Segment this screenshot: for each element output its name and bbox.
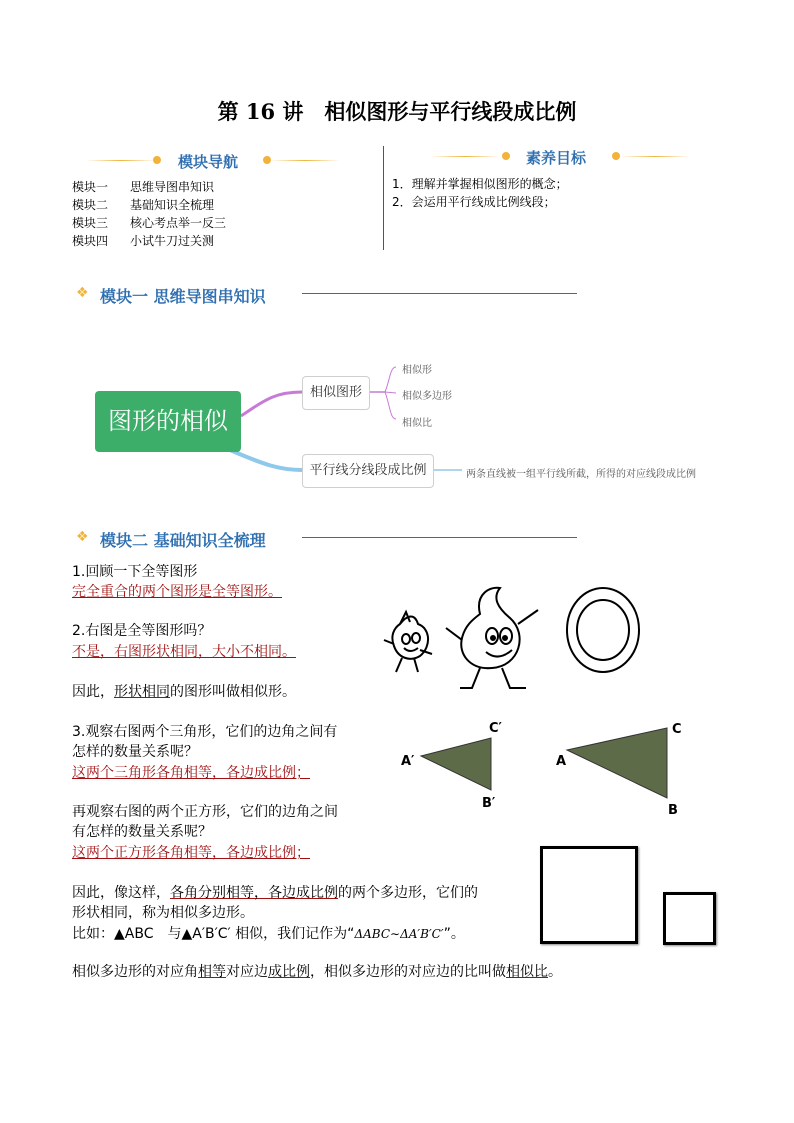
mindmap-branch: 相似图形 [302,376,370,410]
module-item: 模块二 基础知识全梳理 [72,198,215,212]
question-1: 1.回顾一下全等图形 [72,564,198,580]
diamond-icon: ❖ [76,285,89,301]
section2-rule [302,537,577,538]
module-item: 模块一 思维导图串知识 [72,180,215,194]
nav-divider [383,146,384,250]
mindmap-branch: 平行线分线段成比例 [302,454,434,488]
mindmap-root: 图形的相似 [95,391,241,452]
vertex-label: A [556,754,567,769]
vertex-label: C′ [489,721,502,736]
nav-right-line-b [620,156,690,157]
section2-heading: 模块二 基础知识全梳理 [100,531,266,550]
nav-dot-icon [153,156,161,164]
answer-2: 不是，右图形状相同，大小不相同。 [72,644,296,660]
vertex-label: A′ [401,754,415,769]
paragraph-7: 相似多边形的对应角相等对应边成比例，相似多边形的对应边的比叫做相似比。 [72,964,562,980]
diamond-icon: ❖ [76,529,89,545]
vertex-label: B [668,803,678,818]
mindmap-note: 两条直线被一组平行线所截，所得的对应线段成比例 [466,469,696,480]
mindmap-leaf: 相似多边形 [402,391,452,402]
nav-left-heading: 模块导航 [178,153,239,171]
module-item: 模块三 核心考点举一反三 [72,216,227,230]
nav-right-line-a [430,156,500,157]
vertex-label: B′ [482,796,496,811]
nav-dot-icon [612,152,620,160]
question-4: 再观察右图的两个正方形，它们的边角之间 有怎样的数量关系呢？ [72,804,338,840]
nav-left-line-a [86,160,156,161]
module-list [72,178,226,250]
paragraph-6: 比如：▲ABC 与▲A′B′C′ 相似，我们记作为“ΔABC∼ΔA′B′C′”。 [72,926,465,942]
goal-item: 2．会运用平行线成比例线段； [392,195,556,209]
goal-item: 1．理解并掌握相似图形的概念； [392,177,568,191]
section1-rule [302,293,577,294]
paragraph-5: 因此，像这样，各角分别相等，各边成比例的两个多边形，它们的 形状相同，称为相似多边形。 [72,885,478,921]
page-title: 第 16 讲 相似图形与平行线段成比例 [217,99,577,124]
module-item: 模块四 小试牛刀过关测 [72,234,215,248]
mindmap-leaf: 相似比 [402,418,432,429]
goal-list [392,175,568,211]
paragraph-3: 因此，形状相同的图形叫做相似形。 [72,684,296,700]
cartoon-characters-image [380,584,560,694]
question-3: 3.观察右图两个三角形，它们的边角之间有 怎样的数量关系呢？ [72,724,338,760]
large-square-image [540,846,638,944]
answer-1: 完全重合的两个图形是全等图形。 [72,584,282,600]
triangles-image [395,718,695,818]
answer-4: 这两个正方形各角相等，各边成比例； [72,845,310,861]
nav-right-heading: 素养目标 [526,149,587,167]
ring-image [563,584,643,676]
nav-dot-icon [502,152,510,160]
section1-heading: 模块一 思维导图串知识 [100,287,266,306]
question-2: 2.右图是全等图形吗？ [72,623,212,639]
nav-left-line-b [270,160,340,161]
mindmap-leaf: 相似形 [402,365,432,376]
vertex-label: C [672,722,682,737]
small-square-image [663,892,716,945]
answer-3: 这两个三角形各角相等，各边成比例； [72,765,310,781]
